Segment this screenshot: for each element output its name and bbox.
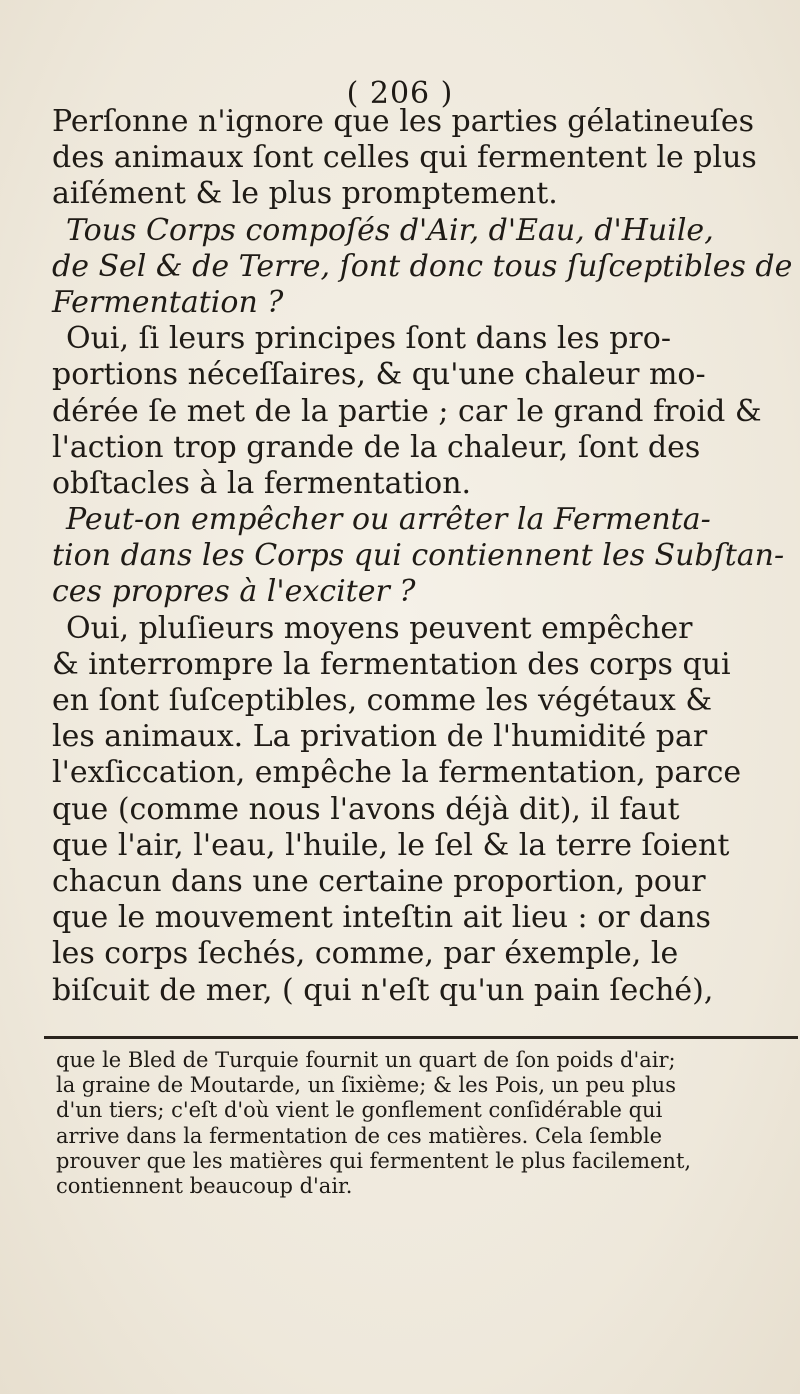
text-line: les corps ſechés, comme, par éxemple, le xyxy=(52,936,679,972)
footnote-line: que le Bled de Turquie fournit un quart de ſon poids d'air; xyxy=(56,1048,676,1072)
question-line: Fermentation ? xyxy=(52,284,284,320)
footnote-line: arrive dans la fermentation de ces matières. Cela ſemble xyxy=(56,1123,663,1148)
main-text xyxy=(52,104,800,1009)
footnote-divider xyxy=(44,1036,798,1039)
text-line: l'exſiccation, empêche la fermentation, parce xyxy=(52,755,742,791)
page-number: ( 206 ) xyxy=(346,76,454,111)
text-line: les animaux. La privation de l'humidité par xyxy=(52,719,708,755)
text-line: que le mouvement inteſtin ait lieu : or dans xyxy=(52,900,711,936)
footnote-line: prouver que les matières qui fermentent le plus facilement, xyxy=(56,1148,692,1173)
text-line: Oui, ſi leurs principes ſont dans les pro- xyxy=(66,321,671,357)
question-line: ces propres à l'exciter ? xyxy=(52,574,416,610)
text-line: l'action trop grande de la chaleur, ſont des xyxy=(52,429,701,465)
text-line: en ſont ſuſceptibles, comme les végétaux & xyxy=(52,683,713,718)
question-line: tion dans les Corps qui contiennent les Subſtan- xyxy=(52,538,785,574)
question-line: Tous Corps compoſés d'Air, d'Eau, d'Huile, xyxy=(66,212,714,248)
footnote-line: la graine de Moutarde, un ſixième; & les Pois, un peu plus xyxy=(56,1073,676,1098)
text-line: portions néceſſaires, & qu'une chaleur mo- xyxy=(52,357,706,393)
footnote-line: contiennent beaucoup d'air. xyxy=(56,1173,353,1198)
text-line: aiſément & le plus promptement. xyxy=(52,176,558,212)
text-line: chacun dans une certaine proportion, pour xyxy=(52,863,706,899)
text-line: que l'air, l'eau, l'huile, le ſel & la terre ſoient xyxy=(52,827,730,863)
text-line: obſtacles à la fermentation. xyxy=(52,465,472,501)
text-line: biſcuit de mer, ( qui n'eſt qu'un pain ſeché), xyxy=(52,972,714,1008)
question-line: Peut-on empêcher ou arrêter la Fermenta- xyxy=(66,502,711,538)
text-line: & interrompre la fermentation des corps qui xyxy=(52,646,731,682)
footnote-line: d'un tiers; c'eſt d'où vient le gonflement conſidérable qui xyxy=(56,1098,663,1123)
text-line: que (comme nous l'avons déjà dit), il faut xyxy=(52,791,680,827)
text-line: Perſonne n'ignore que les parties gélatineuſes xyxy=(52,104,755,139)
question-line: de Sel & de Terre, ſont donc tous ſuſceptibles de xyxy=(52,248,793,284)
text-line: Oui, pluſieurs moyens peuvent empêcher xyxy=(66,610,693,646)
text-line: dérée ſe met de la partie ; car le grand froid & xyxy=(52,393,762,429)
footnote xyxy=(56,1048,800,1199)
text-line: des animaux ſont celles qui fermentent le plus xyxy=(52,140,757,176)
